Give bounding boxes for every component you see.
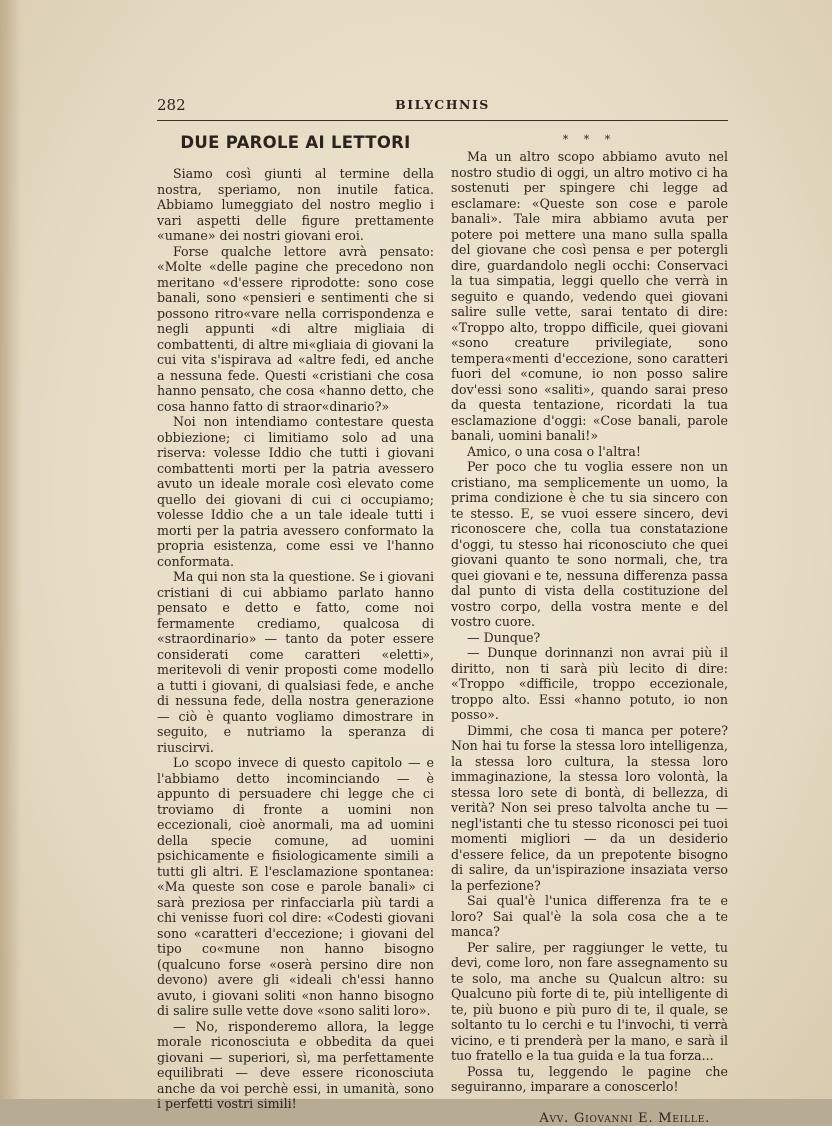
paragraph: Forse qualche lettore avrà pensato: «Molte «delle pagine che precedono non meritano «d'essere riprodotte: sono cose banali, sono «pensieri e sentimenti che si possono ritro«vare nella corrispondenza e negli appunti «di altre migliaia di combattenti, di altre mi«gliaia di giovani la cui vita s'ispirava ad «altre fedi, ed anche a nessuna fede. Questi «cristiani che cosa hanno pensato, che cosa «hanno detto, che cosa hanno fatto di straor«dinario?» — [157, 244, 434, 415]
paragraph: Noi non intendiamo contestare questa obbiezione; ci limitiamo solo ad una riserva: volesse Iddio che tutti i giovani combattenti morti per la patria avessero avuto un ideale morale così elevato come quello dei giovani di cui ci occupiamo; volesse Iddio che a un tale ideale tutti i morti per la patria avessero conformato la propria esistenza, come essi ve l'hanno conformata. — [157, 414, 434, 569]
paragraph: Lo scopo invece di questo capitolo — e l'abbiamo detto incominciando — è appunto di persuadere chi legge che ci troviamo di fronte a uomini non eccezionali, cioè anormali, ma ad uomini della specie comune, ad uomini psichicamente e fisiologicamente simili a tutti gli altri. E l'esclamazione spontanea: «Ma queste son cose e parole banali» ci sarà preziosa per rinfacciarla più tardi a chi venisse fuori col dire: «Codesti giovani sono «caratteri d'eccezione; i giovani del tipo co«mune non hanno bisogno (qualcuno forse «oserà persino dire non devono) avere gli «ideali ch'essi hanno avuto, i giovani soliti «non hanno bisogno di salire sulle vette dove «sono saliti loro». — [157, 755, 434, 1019]
right-column — [451, 133, 728, 1126]
paragraph: Ma qui non sta la questione. Se i giovani cristiani di cui abbiamo parlato hanno pensato e detto e fatto, come noi fermamente crediamo, qualcosa di «straordinario» — tanto da poter essere considerati come caratteri «eletti», meritevoli di venir proposti come modello a tutti i giovani, di qualsiasi fede, e anche di nessuna fede, della nostra generazione — ciò è quanto vogliamo dimostrare in seguito, e nutriamo la speranza di riuscirvi. — [157, 569, 434, 755]
paragraph: Per salire, per raggiunger le vette, tu devi, come loro, non fare assegnamento su te solo, ma anche su Qualcun altro: su Qualcuno più forte di te, più intelligente di te, più buono e più puro di te, il quale, se soltanto tu lo cerchi e tu l'invochi, ti verrà vicino, e ti prenderà per la mano, e sarà il tuo fratello e la tua guida e la tua forza... — [451, 940, 728, 1064]
paragraph: — Dunque? — [451, 630, 728, 646]
left-column — [157, 133, 434, 1112]
section-separator: * * * — [451, 133, 728, 147]
page-number: 282 — [157, 96, 186, 114]
paragraph: Amico, o una cosa o l'altra! — [451, 444, 728, 460]
paragraph: Sai qual'è l'unica differenza fra te e loro? Sai qual'è la sola cosa che a te manca? — [451, 893, 728, 940]
paragraph: Siamo così giunti al termine della nostra, speriamo, non inutile fatica. Abbiamo lumeggiato del nostro meglio i vari aspetti delle figure prettamente «umane» dei nostri giovani eroi. — [157, 166, 434, 244]
paragraph: Per poco che tu voglia essere non un cristiano, ma semplicemente un uomo, la prima condizione è che tu sia sincero con te stesso. E, se vuoi essere sincero, devi riconoscere che, colla tua constatazione d'oggi, tu stesso hai riconosciuto che quei giovani quanto te sono normali, che, tra quei giovani e te, nessuna differenza passa dal punto di vista della costituzione del vostro corpo, della vostra mente e del vostro cuore. — [451, 459, 728, 630]
paragraph: Dimmi, che cosa ti manca per potere? Non hai tu forse la stessa loro intelligenza, la stessa loro cultura, la stessa loro immaginazione, la stessa loro volontà, la stessa loro sete di bontà, di bellezza, di verità? Non sei preso talvolta anche tu — negl'istanti che tu stesso riconosci pei tuoi momenti migliori — da un desiderio d'essere felice, da un prepotente bisogno di salire, da un'ispirazione insaziata verso la perfezione? — [451, 723, 728, 894]
paragraph: — Dunque dorinnanzi non avrai più il diritto, non ti sarà più lecito di dire: «Troppo «difficile, troppo eccezionale, troppo alto. Essi «hanno potuto, io non posso». — [451, 645, 728, 723]
paragraph: Ma un altro scopo abbiamo avuto nel nostro studio di oggi, un altro motivo ci ha sostenuti per spingere chi legge ad esclamare: «Queste son cose e parole banali». Tale mira abbiamo avuta per potere poi mettere una mano sulla spalla del giovane che così pensa e per potergli dire, guardandolo negli occhi: Conservaci la tua simpatia, leggi quello che verrà in seguito e quando, vedendo quei giovani salire sulle vette, sarai tentato di dire: «Troppo alto, troppo difficile, quei giovani «sono creature privilegiate, sono tempera«menti d'eccezione, sono caratteri fuori del «comune, io non posso salire dov'essi sono «saliti», quando sarai preso da questa tentazione, ricordati la tua esclamazione d'oggi: «Cose banali, parole banali, uomini banali!» — [451, 149, 728, 444]
paragraph: — No, risponderemo allora, la legge morale riconosciuta e obbedita da quei giovani — superiori, sì, ma perfettamente equilibrati — deve essere riconosciuta anche da voi perchè essi, in umanità, sono i perfetti vostri simili! — [157, 1019, 434, 1112]
paragraph: Possa tu, leggendo le pagine che seguiranno, imparare a conoscerlo! — [451, 1064, 728, 1095]
page-header — [157, 96, 728, 121]
article-title: DUE PAROLE AI LETTORI — [157, 133, 434, 153]
author-signature: Avv. Giovanni E. Meille. — [451, 1111, 728, 1126]
journal-title: BILYCHNIS — [157, 97, 728, 112]
